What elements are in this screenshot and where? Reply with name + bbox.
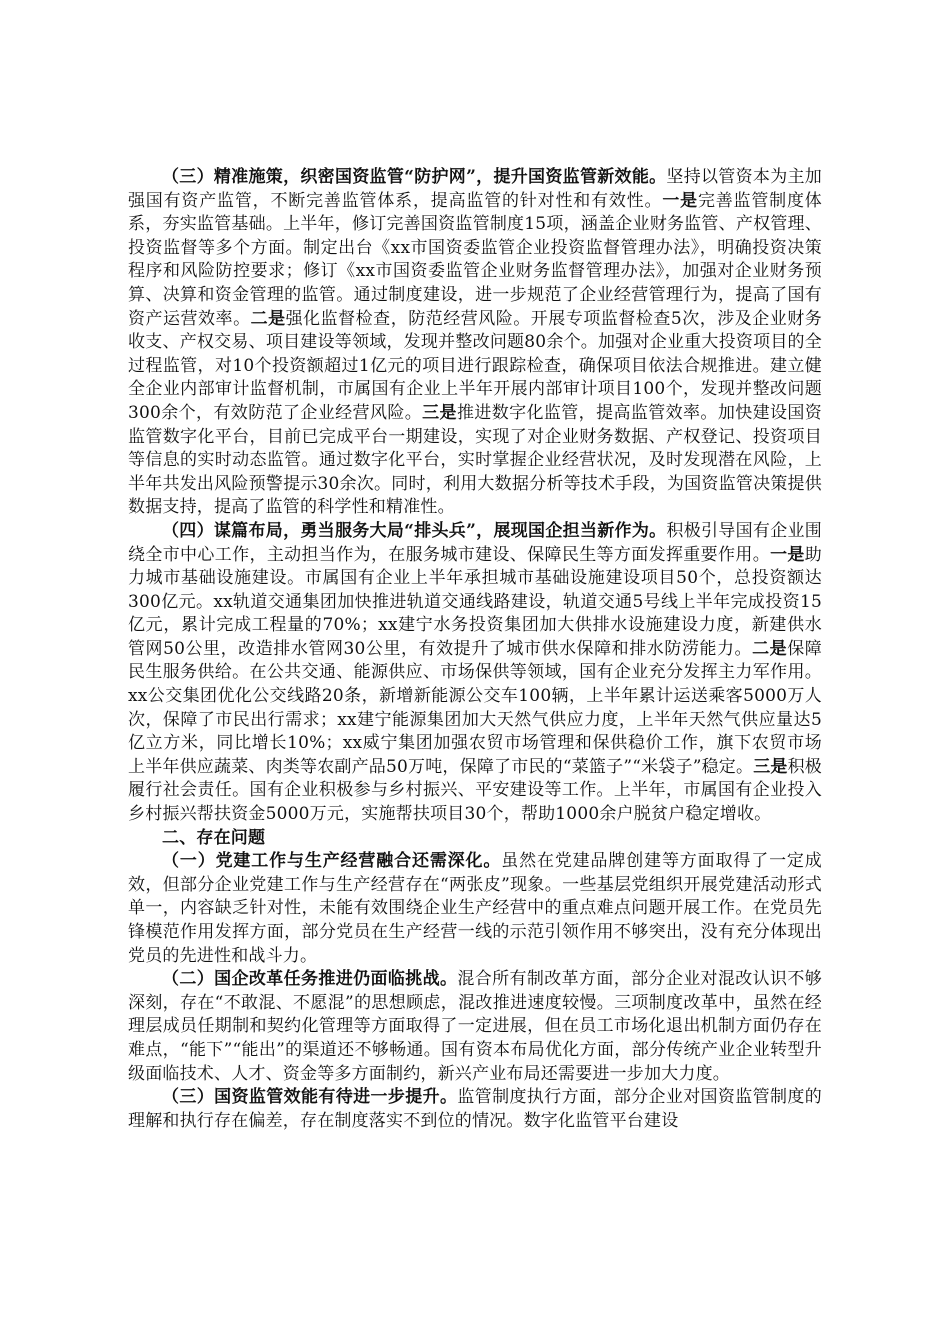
body-text: 混合所有制改革方面，部分企业对混改认识不够深刻，存在“不敢混、不愿混”的思想顾虑，混改推进速度较慢。三项制度改革中，虽然在经理层成员任期制和契约化管理等方面取得了一定进展，但在员工市场化退出机制方面仍存在难点，“能下”“能出”的渠道还不够畅通。国有资本布局优化方面，部分传统产业企业转型升级面临技术、人才、资金等多方面制约，新兴产业布局还需要进一步加大力度。 (128, 969, 822, 1084)
paragraph-supervision (128, 166, 822, 520)
bold-phrase: 一是 (662, 190, 698, 211)
bold-phrase: （四）谋篇布局，勇当服务大局“排头兵”，展现国企担当新作为。 (162, 520, 667, 541)
document-body (128, 166, 822, 1133)
bold-phrase: 一是 (770, 544, 805, 565)
body-text: 虽然在党建品牌创建等方面取得了一定成效，但部分企业党建工作与生产经营存在“两张皮”现象。一些基层党组织开展党建活动形式单一，内容缺乏针对性，未能有效围绕企业生产经营中的重点难点问题开展工作。在党员先锋模范作用发挥方面，部分党员在生产经营一线的示范引领作用不够突出，没有充分体现出党员的先进性和战斗力。 (128, 851, 822, 966)
bold-phrase: （一）党建工作与生产经营融合还需深化。 (162, 851, 502, 872)
body-text: 推进数字化监管，提高监管效率。加快建设国资监管数字化平台，目前已完成平台一期建设，实现了对企业财务数据、产权登记、投资项目等信息的实时动态监管。通过数字化平台，实时掌握企业经营状况，及时发现潜在风险，上半年共发出风险预警提示30余次。同时，利用大数据分析等技术手段，为国资监管决策提供数据支持，提高了监管的科学性和精准性。 (128, 402, 822, 518)
paragraph-reform (128, 968, 822, 1086)
bold-phrase: 二是 (752, 638, 788, 659)
bold-phrase: （二）国企改革任务推进仍面临挑战。 (162, 969, 458, 990)
bold-phrase: 三是 (753, 756, 788, 777)
body-text: 坚持以管资本为主加强国有资产监管，不断完善监管体系，提高监管的针对性和有效性。 (128, 167, 822, 211)
bold-phrase: （三）国资监管效能有待进一步提升。 (162, 1087, 458, 1108)
bold-phrase: 三是 (422, 402, 457, 423)
bold-phrase: 二、存在问题 (162, 827, 266, 848)
body-text: 强化监督检查，防范经营风险。开展专项监督检查5次，涉及企业财务收支、产权交易、项目建设等领域，发现并整改问题80余个。加强对企业重大投资项目的全过程监管，对10个投资额超过1亿元的项目进行跟踪检查，确保项目依法合规推进。建立健全企业内部审计监督机制，市属国有企业上半年开展内部审计项目100个，发现并整改问题300余个，有效防范了企业经营风险。 (128, 308, 823, 423)
body-text: 完善监管制度体系，夯实监管基础。上半年，修订完善国资监管制度15项，涵盖企业财务监管、产权管理、投资监督等多个方面。制定出台《xx市国资委监管企业投资监督管理办法》，明确投资决策程序和风险防控要求；修订《xx市国资委监管企业财务监督管理办法》，加强对企业财务预算、决算和资金管理的监管。通过制度建设，进一步规范了企业经营管理行为，提高了国有资产运营效率。 (128, 190, 822, 329)
paragraph-party-building (128, 850, 822, 968)
body-text: 助力城市基础设施建设。市属国有企业上半年承担城市基础设施建设项目50个，总投资额达300亿元。xx轨道交通集团加快推进轨道交通线路建设，轨道交通5号线上半年完成投资15亿元，累计完成工程量的70%；xx建宁水务投资集团加大供排水设施建设力度，新建供水管网50公里，改造排水管网30公里，有效提升了城市供水保障和排水防涝能力。 (128, 544, 822, 659)
body-text: 积极引导国有企业围绕全市中心工作，主动担当作为，在服务城市建设、保障民生等方面发挥重要作用。 (128, 520, 822, 565)
paragraph-service (128, 520, 822, 827)
bold-phrase: 二是 (250, 308, 286, 329)
paragraph-supervision-efficiency (128, 1086, 822, 1133)
body-text: 保障民生服务供给。在公共交通、能源供应、市场保供等领域，国有企业充分发挥主力军作用。xx公交集团优化公交线路20条，新增新能源公交车100辆，上半年累计运送乘客5000万人次，保障了市民出行需求；xx建宁能源集团加大天然气供应力度，上半年天然气供应量达5亿立方米，同比增长10%；xx威宁集团加强农贸市场管理和保供稳价工作，旗下农贸市场上半年供应蔬菜、肉类等农副产品50万吨，保障了市民的“菜篮子”“米袋子”稳定。 (128, 638, 823, 777)
section-heading-problems (128, 827, 822, 851)
body-text: 监管制度执行方面，部分企业对国资监管制度的理解和执行存在偏差，存在制度落实不到位的情况。数字化监管平台建设 (128, 1087, 822, 1131)
body-text: 积极履行社会责任。国有企业积极参与乡村振兴、平安建设等工作。上半年，市属国有企业投入乡村振兴帮扶资金5000万元，实施帮扶项目30个，帮助1000余户脱贫户稳定增收。 (128, 756, 823, 825)
bold-phrase: （三）精准施策，织密国资监管“防护网”，提升国资监管新效能。 (162, 167, 667, 187)
